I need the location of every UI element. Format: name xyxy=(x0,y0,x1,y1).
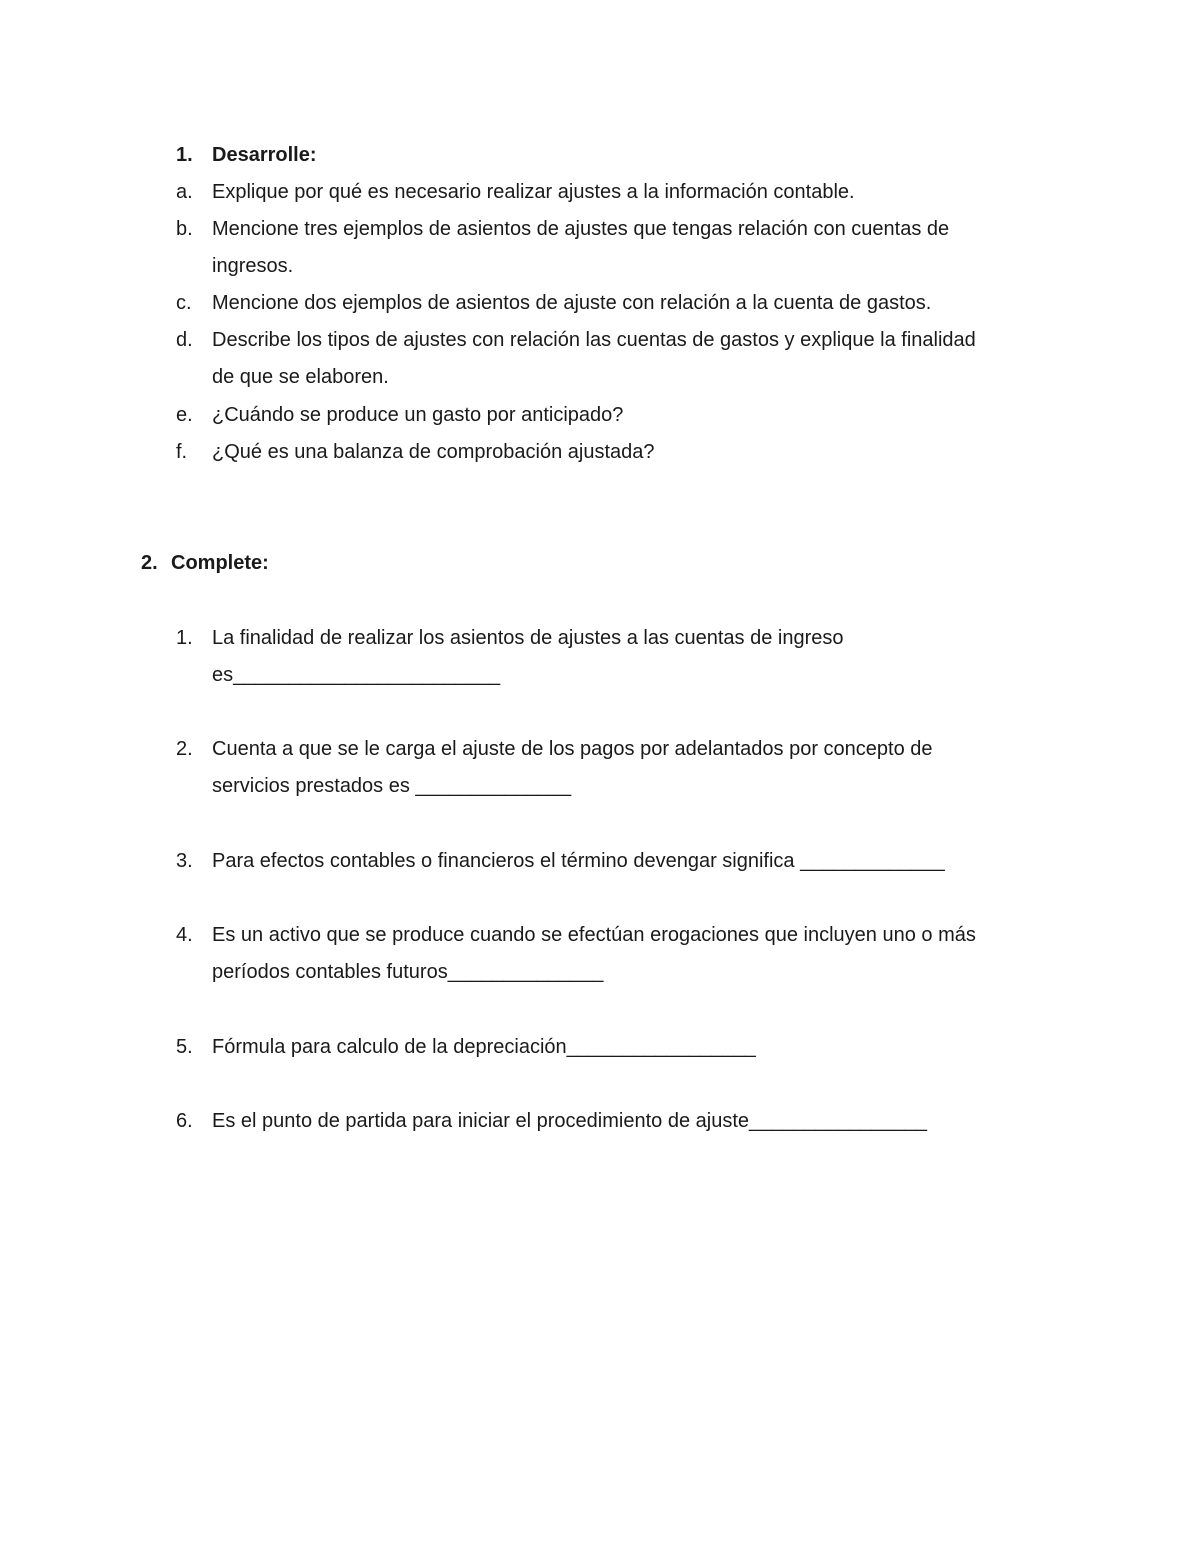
section2-item-text: servicios prestados es ______________ xyxy=(212,775,572,797)
section1-item-label: f. xyxy=(176,441,188,463)
section1-item-text: Mencione tres ejemplos de asientos de ajustes que tengas relación con cuentas de xyxy=(212,218,950,240)
section2-number: 2. xyxy=(141,552,158,574)
section2-item-text: Es un activo que se produce cuando se efectúan erogaciones que incluyen uno o más xyxy=(212,924,976,946)
section2-item-label: 3. xyxy=(176,850,193,872)
section2-item-text: La finalidad de realizar los asientos de ajustes a las cuentas de ingreso xyxy=(212,627,844,649)
section1-item-text: Mencione dos ejemplos de asientos de ajuste con relación a la cuenta de gastos. xyxy=(212,292,932,314)
section1-item-text: ingresos. xyxy=(212,255,294,277)
section1-item-label: b. xyxy=(176,218,193,240)
section2-item-text: Es el punto de partida para iniciar el procedimiento de ajuste________________ xyxy=(212,1110,927,1132)
section2-item-label: 4. xyxy=(176,924,193,946)
section1-item-text: Explique por qué es necesario realizar ajustes a la información contable. xyxy=(212,181,855,203)
section1-item-label: c. xyxy=(176,292,192,314)
section1-number: 1. xyxy=(176,144,193,166)
section2-item-text: Fórmula para calculo de la depreciación_________________ xyxy=(212,1036,756,1058)
section2-item-text: períodos contables futuros______________ xyxy=(212,961,604,983)
section1-item-text: ¿Cuándo se produce un gasto por anticipado? xyxy=(212,404,624,426)
section2-item-label: 2. xyxy=(176,738,193,760)
section2-item-label: 6. xyxy=(176,1110,193,1132)
section2-item-text: Para efectos contables o financieros el término devengar significa _____________ xyxy=(212,850,945,872)
section1-item-text: de que se elaboren. xyxy=(212,366,389,388)
section1-heading: Desarrolle: xyxy=(212,144,317,166)
section1-item-text: Describe los tipos de ajustes con relación las cuentas de gastos y explique la finalidad xyxy=(212,329,976,351)
section2-heading: Complete: xyxy=(171,552,269,574)
section1-item-text: ¿Qué es una balanza de comprobación ajustada? xyxy=(212,441,655,463)
section1-item-label: e. xyxy=(176,404,193,426)
section2-item-text: Cuenta a que se le carga el ajuste de los pagos por adelantados por concepto de xyxy=(212,738,933,760)
section2-item-label: 5. xyxy=(176,1036,193,1058)
section1-item-label: a. xyxy=(176,181,193,203)
section2-item-label: 1. xyxy=(176,627,193,649)
section2-item-text: es________________________ xyxy=(212,664,501,686)
section1-item-label: d. xyxy=(176,329,193,351)
